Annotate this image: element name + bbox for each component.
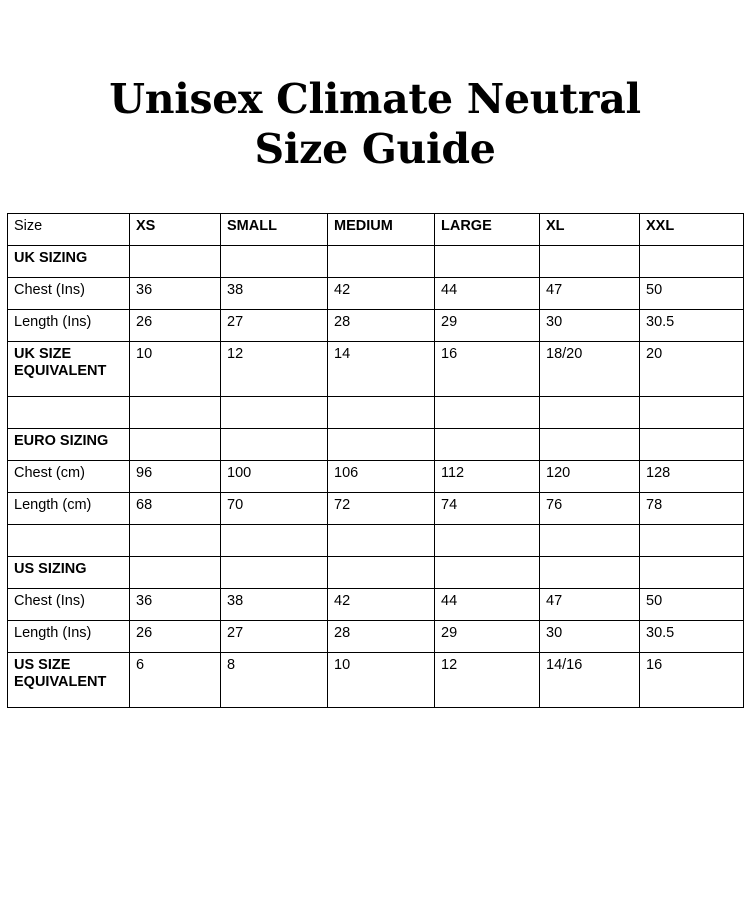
row-cell <box>221 525 328 557</box>
table-header-cell: XS <box>130 214 221 246</box>
row-label: Length (Ins) <box>8 621 130 653</box>
table-header-cell: Size <box>8 214 130 246</box>
table-spacer-row <box>8 525 744 557</box>
table-row <box>8 310 744 342</box>
row-cell: 12 <box>435 653 540 708</box>
table-header-cell: LARGE <box>435 214 540 246</box>
row-cell: 74 <box>435 493 540 525</box>
row-cell: 128 <box>640 461 744 493</box>
row-cell: 26 <box>130 310 221 342</box>
table-row <box>8 589 744 621</box>
row-cell <box>540 429 640 461</box>
row-cell <box>540 525 640 557</box>
row-cell: 14 <box>328 342 435 397</box>
table-header-cell: XXL <box>640 214 744 246</box>
row-label: UK SIZING <box>8 246 130 278</box>
row-cell: 106 <box>328 461 435 493</box>
row-cell: 100 <box>221 461 328 493</box>
row-cell <box>221 397 328 429</box>
row-cell: 16 <box>640 653 744 708</box>
row-cell <box>640 246 744 278</box>
row-cell: 76 <box>540 493 640 525</box>
row-cell <box>435 429 540 461</box>
row-cell <box>221 429 328 461</box>
row-cell: 44 <box>435 278 540 310</box>
row-cell: 120 <box>540 461 640 493</box>
row-cell <box>130 525 221 557</box>
row-cell: 18/20 <box>540 342 640 397</box>
row-cell: 72 <box>328 493 435 525</box>
row-cell: 47 <box>540 589 640 621</box>
row-cell: 30 <box>540 310 640 342</box>
table-header-cell: MEDIUM <box>328 214 435 246</box>
row-cell: 38 <box>221 278 328 310</box>
row-cell: 30.5 <box>640 621 744 653</box>
row-cell <box>130 429 221 461</box>
table-row <box>8 429 744 461</box>
table-header-cell: XL <box>540 214 640 246</box>
row-label: UK SIZE EQUIVALENT <box>8 342 130 397</box>
table-row <box>8 653 744 708</box>
row-cell: 26 <box>130 621 221 653</box>
size-table-container <box>7 213 743 708</box>
row-cell <box>540 397 640 429</box>
row-cell <box>328 397 435 429</box>
row-cell <box>221 246 328 278</box>
row-cell <box>130 397 221 429</box>
row-cell: 27 <box>221 310 328 342</box>
row-cell <box>435 246 540 278</box>
table-header-row <box>8 214 744 246</box>
row-cell: 44 <box>435 589 540 621</box>
row-label: US SIZING <box>8 557 130 589</box>
table-row <box>8 278 744 310</box>
row-cell <box>640 557 744 589</box>
table-row <box>8 461 744 493</box>
row-cell <box>640 397 744 429</box>
row-cell <box>328 525 435 557</box>
row-cell: 47 <box>540 278 640 310</box>
row-cell <box>640 429 744 461</box>
row-cell: 42 <box>328 278 435 310</box>
table-row <box>8 493 744 525</box>
row-label: Length (Ins) <box>8 310 130 342</box>
row-cell: 29 <box>435 310 540 342</box>
size-table <box>7 213 744 708</box>
table-spacer-row <box>8 397 744 429</box>
row-cell <box>130 246 221 278</box>
row-label: Chest (cm) <box>8 461 130 493</box>
row-cell: 10 <box>130 342 221 397</box>
row-cell: 10 <box>328 653 435 708</box>
row-cell <box>328 246 435 278</box>
table-row <box>8 246 744 278</box>
row-cell: 42 <box>328 589 435 621</box>
table-row <box>8 342 744 397</box>
table-header-cell: SMALL <box>221 214 328 246</box>
size-table-body <box>8 214 744 708</box>
page-title-line-1: Unisex Climate Neutral <box>109 75 641 123</box>
row-cell: 28 <box>328 621 435 653</box>
row-cell: 6 <box>130 653 221 708</box>
row-cell <box>8 525 130 557</box>
row-cell <box>221 557 328 589</box>
row-cell: 36 <box>130 589 221 621</box>
row-cell <box>435 397 540 429</box>
row-cell: 12 <box>221 342 328 397</box>
row-cell: 78 <box>640 493 744 525</box>
row-label: Length (cm) <box>8 493 130 525</box>
row-cell: 96 <box>130 461 221 493</box>
row-label: Chest (Ins) <box>8 278 130 310</box>
row-cell: 112 <box>435 461 540 493</box>
row-cell: 27 <box>221 621 328 653</box>
row-cell <box>540 557 640 589</box>
row-cell <box>640 525 744 557</box>
table-row <box>8 557 744 589</box>
row-label: Chest (Ins) <box>8 589 130 621</box>
row-label: US SIZE EQUIVALENT <box>8 653 130 708</box>
row-cell: 16 <box>435 342 540 397</box>
row-cell: 30.5 <box>640 310 744 342</box>
row-cell: 50 <box>640 589 744 621</box>
page-title-line-2: Size Guide <box>254 125 496 174</box>
row-cell: 70 <box>221 493 328 525</box>
row-cell <box>435 525 540 557</box>
page-title <box>0 0 750 174</box>
row-cell: 8 <box>221 653 328 708</box>
table-row <box>8 621 744 653</box>
row-label: EURO SIZING <box>8 429 130 461</box>
row-cell: 50 <box>640 278 744 310</box>
row-cell: 68 <box>130 493 221 525</box>
row-cell: 30 <box>540 621 640 653</box>
row-cell: 36 <box>130 278 221 310</box>
row-cell <box>130 557 221 589</box>
row-cell: 14/16 <box>540 653 640 708</box>
row-cell <box>540 246 640 278</box>
row-cell: 20 <box>640 342 744 397</box>
row-cell <box>328 557 435 589</box>
row-cell: 29 <box>435 621 540 653</box>
row-cell: 38 <box>221 589 328 621</box>
row-cell <box>8 397 130 429</box>
row-cell: 28 <box>328 310 435 342</box>
row-cell <box>328 429 435 461</box>
row-cell <box>435 557 540 589</box>
